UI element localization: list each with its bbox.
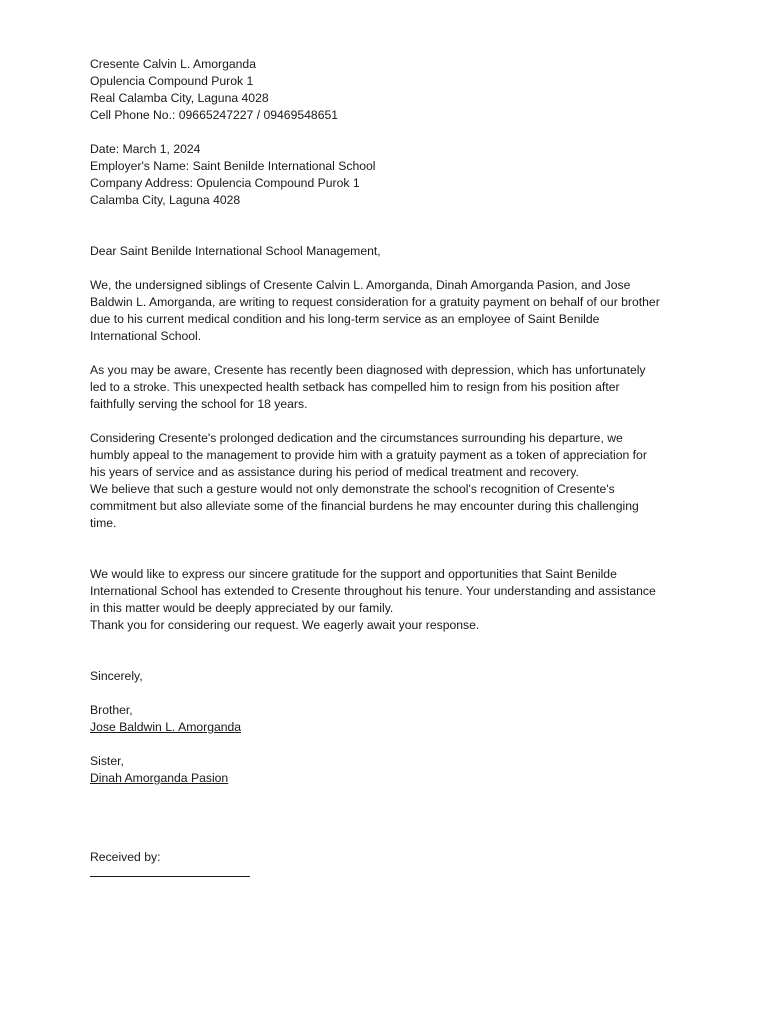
paragraph-condition	[90, 362, 690, 413]
spacer	[90, 209, 690, 243]
paragraph-request	[90, 277, 690, 345]
paragraph-line: International School.	[90, 329, 202, 343]
company-city: Calamba City, Laguna 4028	[90, 193, 241, 207]
paragraph-line: We believe that such a gesture would not only demonstrate the school's recognition of Cresente's	[90, 482, 615, 496]
spacer	[90, 260, 690, 277]
sender-block	[90, 56, 690, 124]
signature-line	[90, 866, 250, 877]
paragraph-line: his years of service and as assistance during his period of medical treatment and recovery.	[90, 465, 579, 479]
paragraph-line: We would like to express our sincere gratitude for the support and opportunities that Saint Benilde	[90, 567, 617, 581]
spacer	[90, 413, 690, 430]
paragraph-line: Baldwin L. Amorganda, are writing to request consideration for a gratuity payment on behalf of our brother	[90, 295, 660, 309]
paragraph-line: Considering Cresente's prolonged dedication and the circumstances surrounding his departure, we	[90, 431, 623, 445]
salutation: Dear Saint Benilde International School Management,	[90, 244, 381, 258]
paragraph-gratitude	[90, 566, 690, 634]
sender-name: Cresente Calvin L. Amorganda	[90, 57, 256, 71]
signatory-name: Jose Baldwin L. Amorganda	[90, 720, 242, 734]
paragraph-line: led to a stroke. This unexpected health setback has compelled him to resign from his position after	[90, 380, 620, 394]
spacer	[90, 685, 690, 702]
sender-phone: Cell Phone No.: 09665247227 / 09469548651	[90, 108, 339, 122]
paragraph-line: International School has extended to Cresente throughout his tenure. Your understanding and assistance	[90, 584, 656, 598]
paragraph-appeal	[90, 430, 690, 532]
received-by-block	[90, 849, 690, 877]
paragraph-line: humbly appeal to the management to provide him with a gratuity payment as a token of appreciation for	[90, 448, 647, 462]
signatory-role: Brother,	[90, 703, 133, 717]
spacer	[90, 345, 690, 362]
paragraph-line: in this matter would be deeply appreciated by our family.	[90, 601, 394, 615]
spacer	[90, 736, 690, 753]
spacer	[90, 124, 690, 141]
employer-name: Employer's Name: Saint Benilde International School	[90, 159, 376, 173]
signatory-brother	[90, 702, 690, 736]
sender-address-line1: Opulencia Compound Purok 1	[90, 74, 254, 88]
spacer	[90, 532, 690, 566]
spacer	[90, 634, 690, 668]
paragraph-line: Thank you for considering our request. We eagerly await your response.	[90, 618, 480, 632]
letter	[90, 56, 690, 877]
spacer	[90, 787, 690, 849]
paragraph-line: As you may be aware, Cresente has recently been diagnosed with depression, which has unfortunately	[90, 363, 646, 377]
paragraph-line: time.	[90, 516, 117, 530]
signatory-role: Sister,	[90, 754, 124, 768]
sender-address-line2: Real Calamba City, Laguna 4028	[90, 91, 269, 105]
paragraph-line: faithfully serving the school for 18 years.	[90, 397, 308, 411]
company-address: Company Address: Opulencia Compound Purok 1	[90, 176, 360, 190]
recipient-block	[90, 141, 690, 209]
letter-date: Date: March 1, 2024	[90, 142, 201, 156]
paragraph-line: We, the undersigned siblings of Cresente Calvin L. Amorganda, Dinah Amorganda Pasion, and Jose	[90, 278, 631, 292]
signatory-sister	[90, 753, 690, 787]
paragraph-line: due to his current medical condition and his long-term service as an employee of Saint Benilde	[90, 312, 600, 326]
closing: Sincerely,	[90, 669, 143, 683]
signatory-name: Dinah Amorganda Pasion	[90, 771, 229, 785]
received-by-label: Received by:	[90, 850, 161, 864]
paragraph-line: commitment but also alleviate some of the financial burdens he may encounter during this challenging	[90, 499, 639, 513]
